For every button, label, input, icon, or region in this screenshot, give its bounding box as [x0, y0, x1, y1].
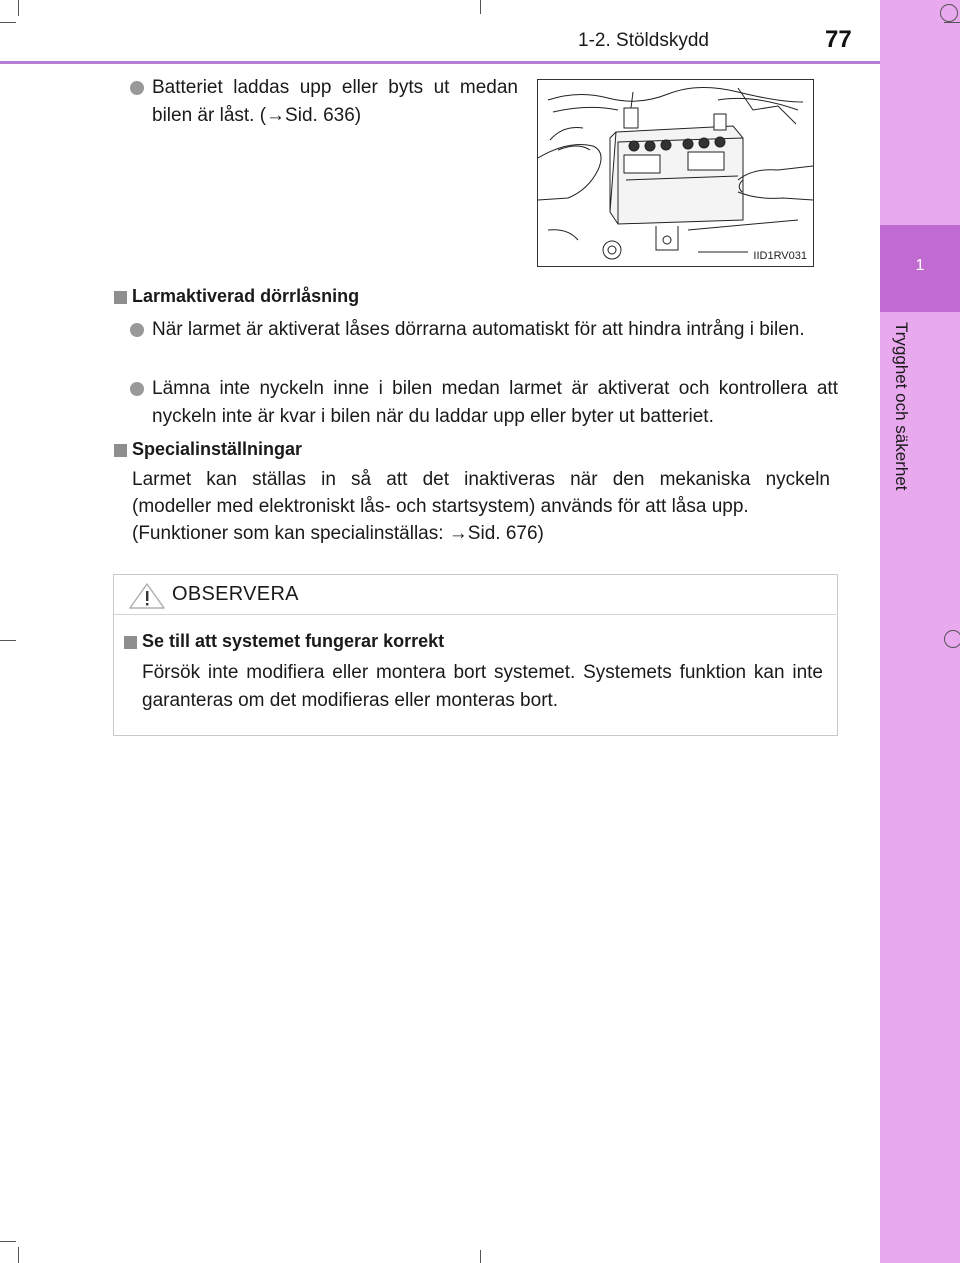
- notice-title: OBSERVERA: [172, 583, 299, 605]
- section-marker-square: [114, 291, 127, 304]
- bullet-dot: [130, 382, 144, 396]
- battery-illustration: [537, 79, 814, 267]
- page-number: 77: [825, 26, 852, 53]
- crop-mark-ml-h: [0, 640, 16, 641]
- section-heading-door-lock: Larmaktiverad dörrlåsning: [132, 286, 360, 306]
- battery-drawing: [538, 80, 813, 266]
- notice-body: Försök inte modifiera eller montera bort systemet. Systemets funktion kan inte garanteras om det modifieras eller monteras bort.: [142, 662, 823, 711]
- battery-bullet-line2: bilen är låst. (→Sid. 636): [152, 105, 362, 126]
- header-rule: [0, 61, 880, 64]
- figure-caption: IID1RV031: [753, 250, 807, 262]
- notice-heading: Se till att systemet fungerar korrekt: [142, 631, 445, 651]
- warning-triangle-icon: [128, 582, 166, 610]
- battery-bullet-line1: Batteriet laddas upp eller byts ut medan: [152, 77, 518, 98]
- bullet-dot: [130, 81, 144, 95]
- registration-circle-icon: [944, 630, 960, 648]
- crop-mark-tl-v: [18, 0, 19, 16]
- crop-mark-tc-v: [480, 0, 481, 14]
- custom-body-line3: (Funktioner som kan specialinställas: →Sid. 676): [132, 523, 544, 544]
- chapter-number: 1: [915, 257, 925, 274]
- section-title: 1-2. Stöldskydd: [578, 30, 709, 51]
- bullet-dot: [130, 323, 144, 337]
- crop-mark-tr-h: [944, 22, 960, 23]
- custom-body-line2: (modeller med elektroniskt lås- och startsystem) används för att låsa upp.: [132, 496, 749, 517]
- notice-marker-square: [124, 636, 137, 649]
- section-heading-custom: Specialinställningar: [132, 439, 303, 459]
- crop-mark-bl-h: [0, 1241, 16, 1242]
- registration-circle-icon: [940, 4, 958, 22]
- door-lock-bullet-2: Lämna inte nyckeln inne i bilen medan larmet är aktiverat och kontrollera att nyckeln inte är kvar i bilen när du laddar upp eller byter ut batteriet.: [152, 378, 838, 427]
- custom-body-line1: Larmet kan ställas in så att det inaktiveras när den mekaniska nyckeln: [132, 469, 830, 490]
- door-lock-bullet-1: När larmet är aktiverat låses dörrarna automatiskt för att hindra intrång i bilen.: [152, 319, 805, 340]
- crop-mark-tl-h: [0, 22, 16, 23]
- chapter-title: Trygghet och säkerhet: [892, 322, 911, 491]
- crop-mark-bl-v: [18, 1247, 19, 1263]
- notice-header-rule: [114, 614, 836, 615]
- crop-mark-bc-v: [480, 1250, 481, 1263]
- section-marker-square: [114, 444, 127, 457]
